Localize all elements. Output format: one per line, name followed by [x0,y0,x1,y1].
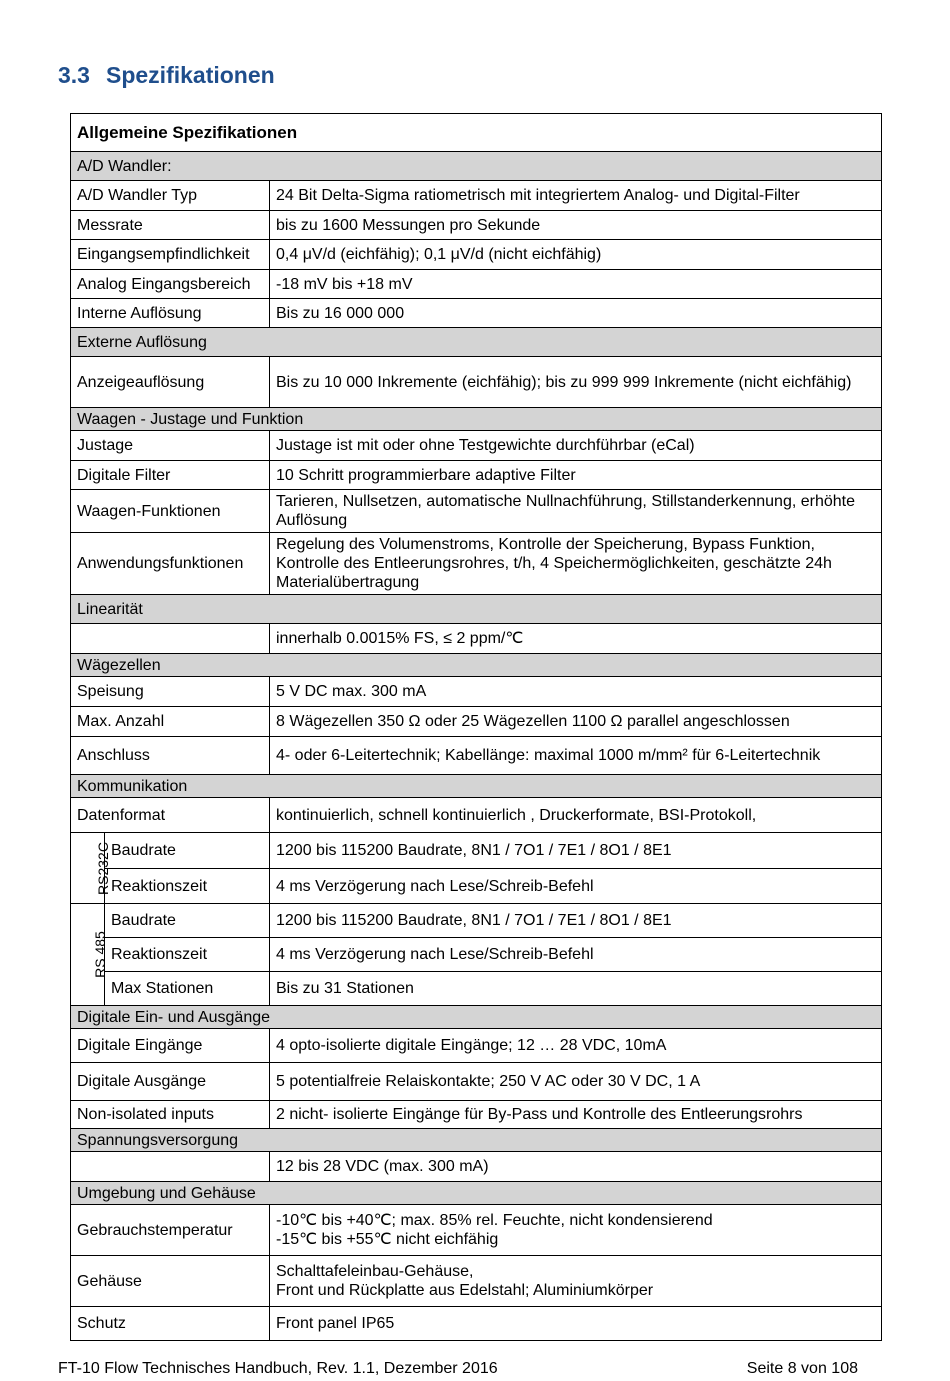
section-row [71,152,882,181]
row-value: 12 bis 28 VDC (max. 300 mA) [270,1152,882,1182]
row-value: 4 ms Verzögerung nach Lese/Schreib-Befehl [270,869,882,904]
table-row [71,431,882,461]
table-row [71,1152,882,1182]
section-ad: A/D Wandler: [71,152,882,181]
footer-document-title: FT-10 Flow Technisches Handbuch, Rev. 1.1, Dezember 2016 [58,1360,498,1377]
row-label: Max. Anzahl [71,707,270,737]
row-value: Tarieren, Nullsetzen, automatische Nullnachführung, Stillstanderkennung, erhöhte Auflösung [270,490,882,533]
section-row [71,328,882,357]
row-value: 0,4 μV/d (eichfähig); 0,1 μV/d (nicht eichfähig) [270,240,882,270]
row-label: Anzeigeauflösung [71,357,270,408]
row-value: Bis zu 16 000 000 [270,299,882,328]
section-row [71,595,882,624]
table-row [71,211,882,240]
row-value: Bis zu 31 Stationen [270,972,882,1006]
table-row [71,461,882,490]
table-row [71,972,882,1006]
table-row [71,707,882,737]
value-line: Front und Rückplatte aus Edelstahl; Aluminiumkörper [276,1282,654,1299]
table-row [71,490,882,533]
table-row [71,299,882,328]
row-value: bis zu 1600 Messungen pro Sekunde [270,211,882,240]
row-label: A/D Wandler Typ [71,181,270,211]
row-value: 24 Bit Delta-Sigma ratiometrisch mit integriertem Analog- und Digital-Filter [270,181,882,211]
row-label: Schutz [71,1307,270,1341]
table-row [71,181,882,211]
section-row [71,1182,882,1205]
row-value: 10 Schritt programmierbare adaptive Filter [270,461,882,490]
section-lin: Linearität [71,595,882,624]
row-value: 5 potentialfreie Relaiskontakte; 250 V AC oder 30 V DC, 1 A [270,1063,882,1101]
table-row [71,1101,882,1129]
row-value: Bis zu 10 000 Inkremente (eichfähig); bis zu 999 999 Inkremente (nicht eichfähig) [270,357,882,408]
table-row [71,833,882,869]
row-value: 4 opto-isolierte digitale Eingänge; 12 … 28 VDC, 10mA [270,1029,882,1063]
table-row [71,904,882,938]
row-label: Gehäuse [71,1256,270,1307]
row-value: innerhalb 0.0015% FS, ≤ 2 ppm/℃ [270,624,882,654]
row-value: Front panel IP65 [270,1307,882,1341]
table-row [71,1029,882,1063]
table-row [71,270,882,299]
row-label-empty [71,624,270,654]
table-row [71,869,882,904]
value-line: Schalttafeleinbau-Gehäuse, [276,1263,474,1280]
section-title: Spezifikationen [106,62,275,88]
section-ext: Externe Auflösung [71,328,882,357]
section-row [71,1006,882,1029]
row-label: Digitale Filter [71,461,270,490]
row-label: Interne Auflösung [71,299,270,328]
table-title: Allgemeine Spezifikationen [71,114,882,152]
row-value: 5 V DC max. 300 mA [270,677,882,707]
value-line: -15℃ bis +55℃ nicht eichfähig [276,1231,499,1248]
row-label: Max Stationen [105,972,270,1006]
section-heading [58,62,275,89]
row-label: Messrate [71,211,270,240]
row-label: Baudrate [105,904,270,938]
table-row [71,798,882,833]
row-label: Reaktionszeit [105,869,270,904]
row-label: Datenformat [71,798,270,833]
rs485-group-label: RS 485 [71,904,105,1006]
table-row [71,677,882,707]
table-title-row [71,114,882,152]
row-label: Baudrate [105,833,270,869]
row-label: Anwendungsfunktionen [71,533,270,595]
table-row [71,1063,882,1101]
table-row [71,1307,882,1341]
row-label: Speisung [71,677,270,707]
row-label: Non-isolated inputs [71,1101,270,1129]
table-row [71,737,882,775]
row-label: Analog Eingangsbereich [71,270,270,299]
row-value: 1200 bis 115200 Baudrate, 8N1 / 7O1 / 7E1 / 8O1 / 8E1 [270,833,882,869]
row-label: Eingangsempfindlichkeit [71,240,270,270]
spec-table [70,113,882,1341]
section-dio: Digitale Ein- und Ausgänge [71,1006,882,1029]
row-value: -18 mV bis +18 mV [270,270,882,299]
row-value: Regelung des Volumenstroms, Kontrolle der Speicherung, Bypass Funktion, Kontrolle des Entleerungsrohres, t/h, 4 Speichermöglichkeiten, geschätzte 24h Materialübertragung [270,533,882,595]
row-value: 1200 bis 115200 Baudrate, 8N1 / 7O1 / 7E1 / 8O1 / 8E1 [270,904,882,938]
row-label-empty [71,1152,270,1182]
row-label: Anschluss [71,737,270,775]
row-label: Gebrauchstemperatur [71,1205,270,1256]
section-row [71,654,882,677]
footer-page-number: Seite 8 von 108 [746,1360,858,1377]
section-row [71,775,882,798]
table-row [71,624,882,654]
row-label: Digitale Eingänge [71,1029,270,1063]
row-label: Waagen-Funktionen [71,490,270,533]
value-line: -10℃ bis +40℃; max. 85% rel. Feuchte, nicht kondensierend [276,1212,713,1229]
section-komm: Kommunikation [71,775,882,798]
row-value: kontinuierlich, schnell kontinuierlich , Druckerformate, BSI-Protokoll, [270,798,882,833]
row-value: 8 Wägezellen 350 Ω oder 25 Wägezellen 1100 Ω parallel angeschlossen [270,707,882,737]
row-value [270,1256,882,1307]
table-row [71,938,882,972]
row-value: 4- oder 6-Leitertechnik; Kabellänge: maximal 1000 m/mm² für 6-Leitertechnik [270,737,882,775]
table-row [71,1205,882,1256]
row-value: Justage ist mit oder ohne Testgewichte durchführbar (eCal) [270,431,882,461]
section-row [71,1129,882,1152]
section-zellen: Wägezellen [71,654,882,677]
table-row [71,357,882,408]
table-row [71,533,882,595]
row-label: Digitale Ausgänge [71,1063,270,1101]
rs232-group-label: RS232C [71,833,105,904]
row-value [270,1205,882,1256]
row-label: Justage [71,431,270,461]
row-value: 2 nicht- isolierte Eingänge für By-Pass und Kontrolle des Entleerungsrohrs [270,1101,882,1129]
table-row [71,240,882,270]
section-power: Spannungsversorgung [71,1129,882,1152]
table-row [71,1256,882,1307]
row-label: Reaktionszeit [105,938,270,972]
section-row [71,408,882,431]
row-value: 4 ms Verzögerung nach Lese/Schreib-Befehl [270,938,882,972]
section-env: Umgebung und Gehäuse [71,1182,882,1205]
section-waagen: Waagen - Justage und Funktion [71,408,882,431]
section-number: 3.3 [58,62,90,88]
